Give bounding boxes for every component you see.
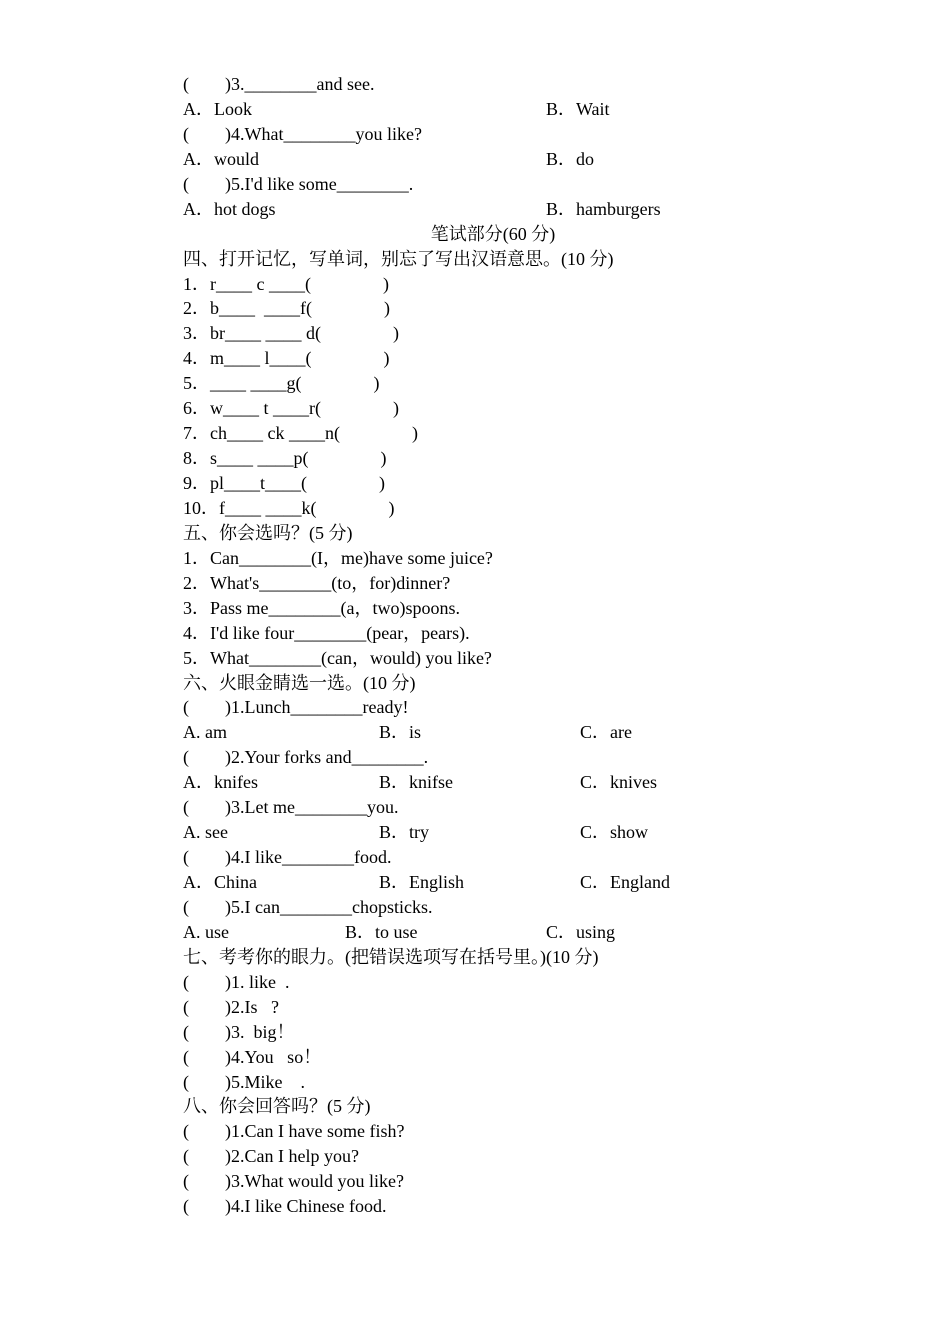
option-a: A. use <box>183 921 229 942</box>
word-item: 7．ch____ ck ____n( ) <box>183 423 418 444</box>
answer-item: ( )1.Can I have some fish? <box>183 1121 405 1142</box>
options-row <box>183 97 783 122</box>
option-b: B．Wait <box>546 98 610 119</box>
option-a: A．would <box>183 148 259 169</box>
question-line: ( )5.I can________chopsticks. <box>183 896 433 917</box>
answer-item: ( )2.Can I help you? <box>183 1146 359 1167</box>
section-title: 六、火眼金睛选一选。(10 分) <box>183 672 416 693</box>
option-b: B．try <box>379 822 430 843</box>
word-item: 9．pl____t____( ) <box>183 473 385 493</box>
section-title: 七、考考你的眼力。(把错误选项写在括号里。)(10 分) <box>183 946 599 967</box>
error-item: ( )3. big！ <box>183 1021 295 1042</box>
option-c: C．England <box>580 872 670 892</box>
options-row <box>183 770 783 795</box>
error-item: ( )4.You so！ <box>183 1046 322 1067</box>
question-line: ( )1.Lunch________ready! <box>183 697 409 718</box>
options-row <box>183 920 783 945</box>
word-item: 1．r____ c ____( ) <box>183 273 389 294</box>
written-section-heading: 笔试部分(60 分) <box>430 223 556 244</box>
word-item: 3．br____ ____ d( ) <box>183 323 399 344</box>
option-b: B．to use <box>345 921 418 942</box>
option-b: B．do <box>546 148 595 169</box>
section-title: 八、你会回答吗？(5 分) <box>183 1096 371 1117</box>
option-a: A．hot dogs <box>183 198 276 219</box>
choice-item: 3．Pass me________(a，two)spoons. <box>183 597 460 618</box>
choice-item: 5．What________(can，would) you like? <box>183 647 492 668</box>
word-item: 2．b____ ____f( ) <box>183 298 390 319</box>
word-item: 6．w____ t ____r( ) <box>183 398 399 419</box>
answer-item: ( )3.What would you like? <box>183 1171 404 1192</box>
option-a: A．Look <box>183 98 252 119</box>
worksheet-page <box>183 72 783 1219</box>
word-item: 4．m____ l____( ) <box>183 348 390 369</box>
option-b: B．is <box>379 722 422 743</box>
choice-item: 2．What's________(to，for)dinner? <box>183 572 451 593</box>
section-title: 五、你会选吗？(5 分) <box>183 522 353 543</box>
question-line: ( )2.Your forks and________. <box>183 747 429 768</box>
word-item: 8．s____ ____p( ) <box>183 448 387 469</box>
option-a: A. am <box>183 722 227 743</box>
word-item: 5．____ ____g( ) <box>183 373 380 394</box>
choice-item: 1．Can________(I，me)have some juice? <box>183 547 493 568</box>
word-item: 10．f____ ____k( ) <box>183 497 395 518</box>
option-a: A．knifes <box>183 772 258 793</box>
options-row <box>183 197 783 222</box>
question-line: ( )4.What________you like? <box>183 123 422 144</box>
error-item: ( )5.Mike . <box>183 1071 305 1092</box>
option-a: A．China <box>183 872 257 892</box>
option-c: C．are <box>580 722 632 743</box>
question-line: ( )5.I'd like some________. <box>183 173 414 194</box>
section-title: 四、打开记忆，写单词，别忘了写出汉语意思。(10 分) <box>183 248 614 269</box>
choice-item: 4．I'd like four________(pear，pears). <box>183 622 470 643</box>
options-row <box>183 147 783 172</box>
options-row <box>183 720 783 745</box>
option-c: C．show <box>580 822 649 843</box>
option-b: B．knifse <box>379 772 453 793</box>
options-row <box>183 820 783 845</box>
answer-item: ( )4.I like Chinese food. <box>183 1196 387 1217</box>
option-b: B．English <box>379 872 465 892</box>
error-item: ( )1. like . <box>183 971 290 992</box>
question-line: ( )3.________and see. <box>183 74 375 94</box>
question-line: ( )3.Let me________you. <box>183 797 399 818</box>
option-a: A. see <box>183 822 228 843</box>
option-c: C．knives <box>580 772 658 793</box>
options-row <box>183 870 783 895</box>
question-line: ( )4.I like________food. <box>183 847 392 868</box>
option-b: B．hamburgers <box>546 198 661 219</box>
option-c: C．using <box>546 921 616 942</box>
error-item: ( )2.Is ? <box>183 996 279 1017</box>
